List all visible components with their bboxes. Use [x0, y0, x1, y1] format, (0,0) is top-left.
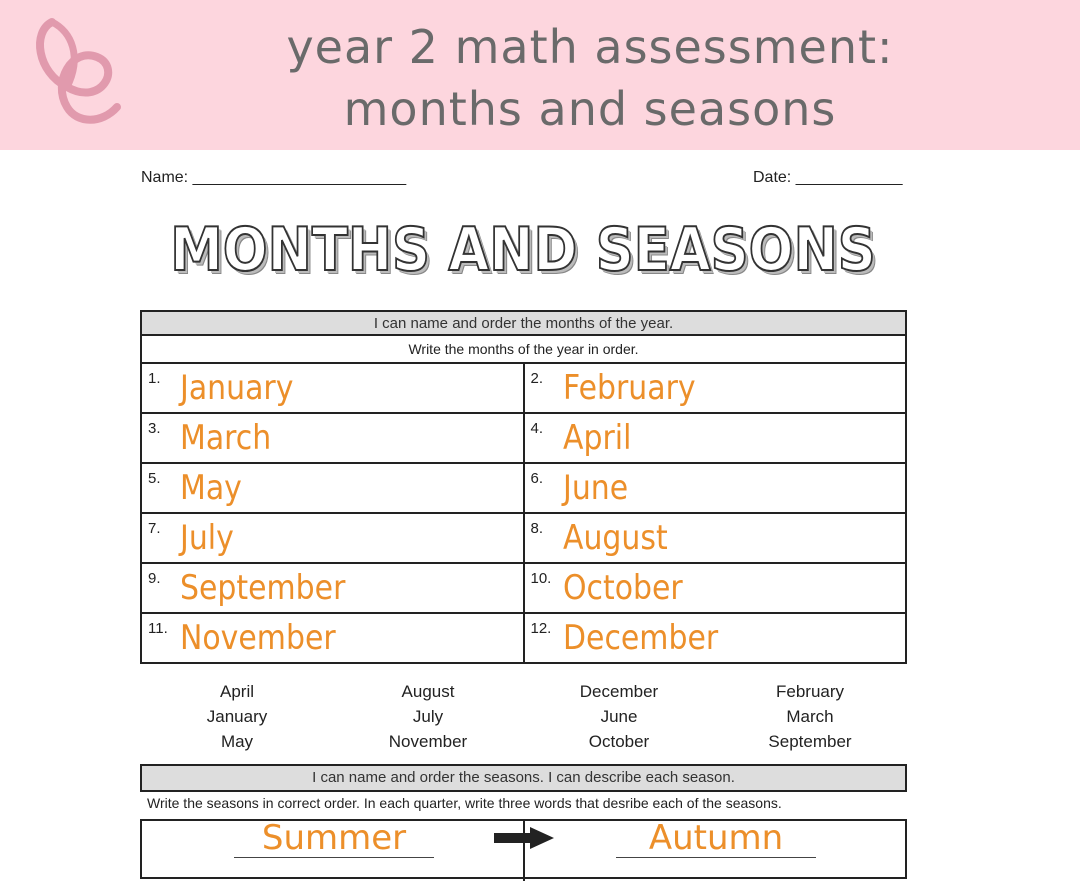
- month-answer: May: [180, 468, 242, 508]
- word-bank-item: September: [768, 732, 852, 751]
- month-number: 3.: [148, 420, 161, 437]
- header-title-line2: months and seasons: [343, 82, 837, 136]
- month-cell[interactable]: [524, 513, 907, 563]
- month-cell[interactable]: [141, 613, 524, 663]
- month-answer: March: [180, 418, 272, 458]
- word-bank-item: April: [219, 682, 254, 701]
- month-cell[interactable]: [141, 463, 524, 513]
- season-answer-1[interactable]: Summer: [234, 819, 434, 858]
- month-cell[interactable]: [141, 413, 524, 463]
- word-bank-item: December: [579, 682, 659, 701]
- word-bank-item: October: [588, 732, 650, 751]
- month-cell[interactable]: [141, 513, 524, 563]
- word-bank-column: [529, 679, 709, 754]
- months-instruction: Write the months of the year in order.: [141, 335, 906, 363]
- month-cell[interactable]: [141, 363, 524, 413]
- seasons-objective: I can name and order the seasons. I can describe each season.: [140, 764, 907, 792]
- name-field[interactable]: Name: ________________________: [141, 169, 407, 186]
- word-bank-item: July: [412, 707, 444, 726]
- month-answer: July: [180, 518, 234, 558]
- month-answer: August: [562, 518, 668, 558]
- month-cell[interactable]: [524, 413, 907, 463]
- arrow-right-icon: [494, 827, 554, 849]
- worksheet-title: MONTHS AND SEASONS: [170, 215, 876, 285]
- word-bank-column: [338, 679, 518, 754]
- month-number: 12.: [530, 620, 552, 637]
- months-objective: I can name and order the months of the year.: [141, 311, 906, 335]
- word-bank-column: [720, 679, 900, 754]
- month-cell[interactable]: [524, 563, 907, 613]
- month-answer: June: [562, 468, 628, 508]
- month-number: 7.: [148, 520, 161, 537]
- month-number: 4.: [530, 420, 544, 437]
- month-number: 10.: [530, 570, 552, 587]
- word-bank-column: [147, 679, 327, 754]
- month-answer: February: [562, 368, 696, 408]
- month-cell[interactable]: [524, 363, 907, 413]
- month-answer: December: [562, 618, 718, 658]
- word-bank-item: January: [206, 707, 268, 726]
- month-number: 6.: [530, 470, 544, 487]
- season-answer-2[interactable]: Autumn: [616, 819, 816, 858]
- month-cell[interactable]: [141, 563, 524, 613]
- month-answer: January: [180, 368, 294, 408]
- month-number: 9.: [148, 570, 161, 587]
- month-number: 11.: [148, 620, 168, 637]
- date-field[interactable]: Date: ____________: [753, 169, 903, 186]
- logo-icon: [22, 12, 132, 132]
- seasons-box: [140, 819, 907, 879]
- months-table: [140, 310, 907, 664]
- month-answer: September: [180, 568, 346, 608]
- word-bank-item: August: [401, 682, 455, 701]
- month-cell[interactable]: [524, 463, 907, 513]
- word-bank-item: November: [388, 732, 468, 751]
- month-number: 8.: [530, 520, 544, 537]
- month-number: 5.: [148, 470, 161, 487]
- seasons-instruction: Write the seasons in correct order. In each quarter, write three words that desribe each of the seasons.: [147, 795, 782, 811]
- month-cell[interactable]: [524, 613, 907, 663]
- month-answer: October: [562, 568, 683, 608]
- month-answer: April: [562, 418, 631, 458]
- month-number: 2.: [530, 370, 544, 387]
- word-bank-item: February: [775, 682, 845, 701]
- word-bank-item: May: [220, 732, 254, 751]
- month-answer: November: [180, 618, 336, 658]
- month-number: 1.: [148, 370, 161, 387]
- word-bank-item: March: [786, 707, 834, 726]
- header-title-line1: year 2 math assessment:: [286, 20, 894, 74]
- word-bank-item: June: [600, 707, 638, 726]
